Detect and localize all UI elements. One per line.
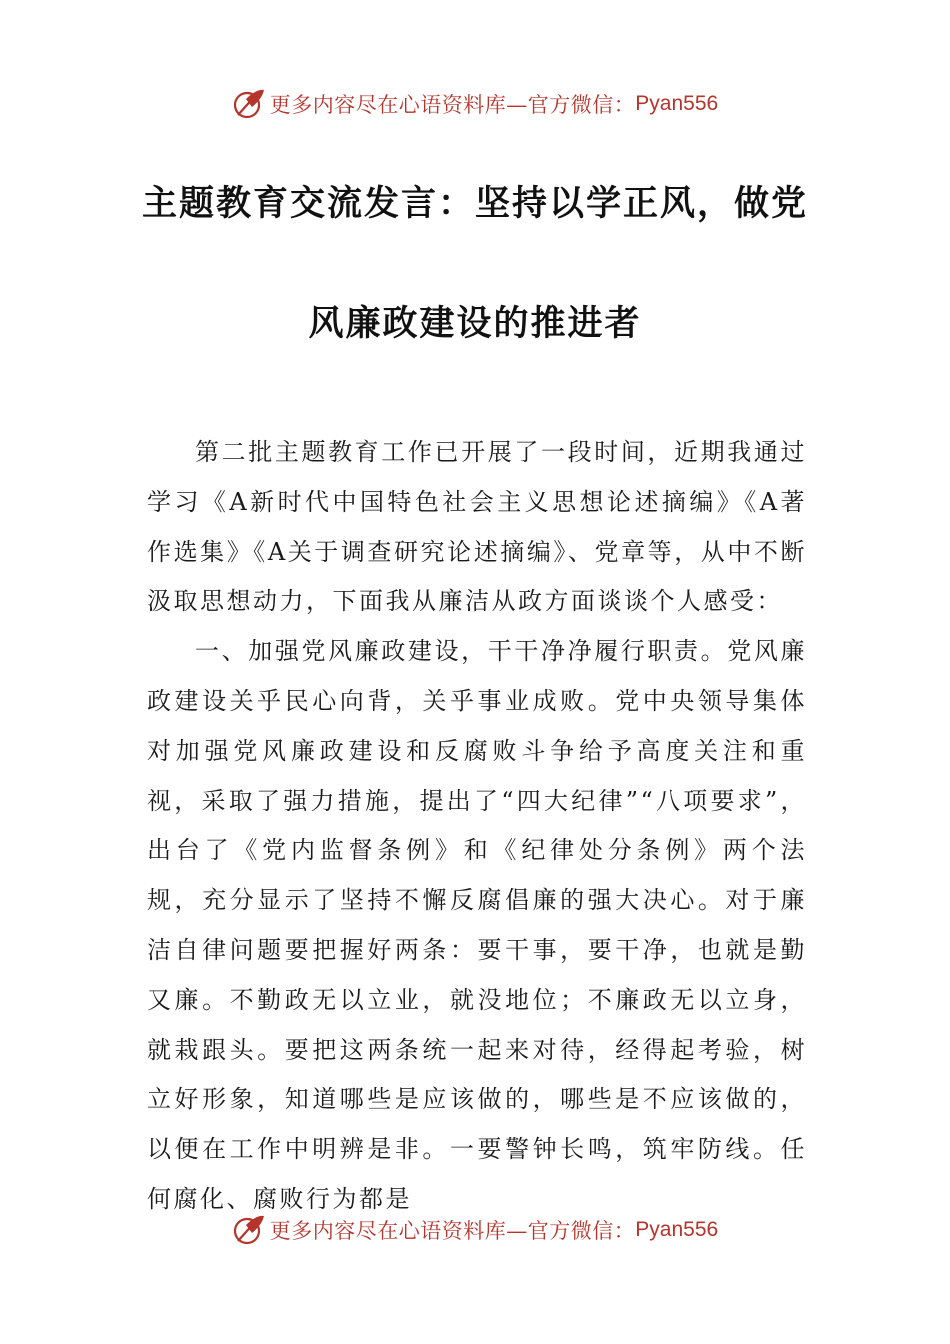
quill-logo-icon [232,1213,266,1247]
paragraph-section-1: 一、加强党风廉政建设，干干净净履行职责。党风廉政建设关乎民心向背，关乎事业成败。党中央领导集体对加强党风廉政建设和反腐败斗争给予高度关注和重视，采取了强力措施，提出了“四大纪律”“八项要求”，出台了《党内监督条例》和《纪律处分条例》两个法规，充分显示了坚持不懈反腐倡廉的强大决心。对于廉洁自律问题要把握好两条：要干事，要干净，也就是勤又廉。不勤政无以立业，就没地位；不廉政无以立身，就栽跟头。要把这两条统一起来对待，经得起考验，树立好形象，知道哪些是应该做的，哪些是不应该做的，以便在工作中明辨是非。一要警钟长鸣，筑牢防线。任何腐化、腐败行为都是 [147,637,807,1213]
watermark-wechat-id: Pyan556 [635,1218,719,1241]
watermark-text: 更多内容尽在心语资料库—官方微信： [269,93,636,117]
paragraph-intro: 第二批主题教育工作已开展了一段时间，近期我通过学习《A新时代中国特色社会主义思想论述摘编》《A著作选集》《A关于调查研究论述摘编》、党章等，从中不断汲取思想动力，下面我从廉洁从政方面谈谈个人感受： [147,438,807,616]
watermark-header [0,82,950,126]
watermark-text: 更多内容尽在心语资料库—官方微信： [269,1219,636,1243]
watermark-footer [0,1208,950,1252]
quill-logo-icon [232,87,266,121]
watermark-wechat-id: Pyan556 [635,92,719,115]
document-title-line-1: 主题教育交流发言：坚持以学正风，做党 [141,184,808,224]
document-body [147,428,807,1225]
document-title-line-2: 风廉政建设的推进者 [308,304,642,344]
